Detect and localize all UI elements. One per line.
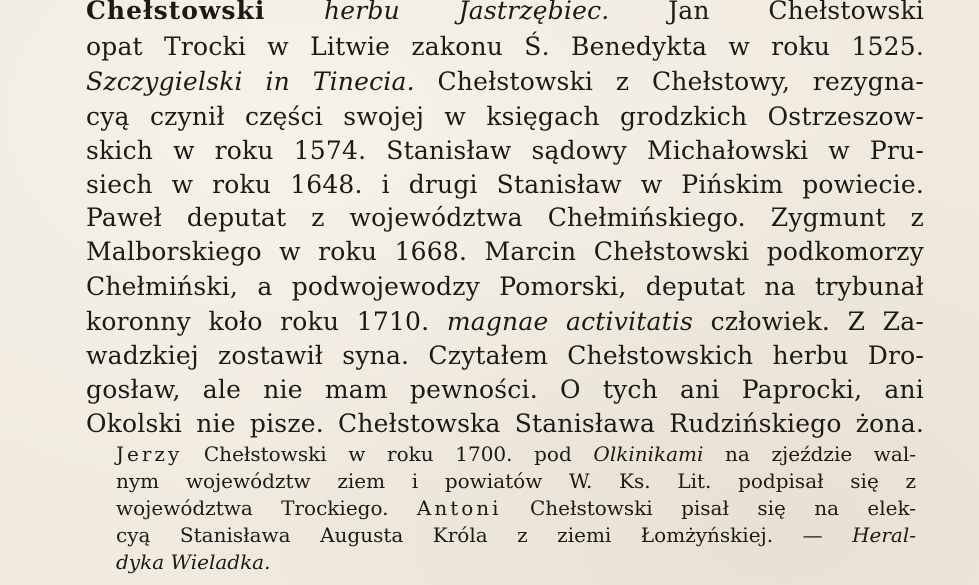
entry-line-7 [86,201,924,235]
entry-line-8-text: Malborskiego w roku 1668. Marcin Chełstowski podkomorzy [86,237,924,266]
entry-line-5 [86,134,924,168]
entry-line-13 [86,407,924,441]
note-line-1-text-c: na zjeździe wal- [703,442,917,466]
note-line-2-text: nym województw ziem i powiatów W. Ks. Lit. podpisał się z [116,469,916,493]
latin-phrase: magnae activitatis [429,307,694,336]
entry-line-3-rest: Chełstowski z Chełstowy, rezygna- [414,67,924,96]
entry-line-9 [86,270,924,304]
entry-line-7-text: Paweł deputat z województwa Chełmińskiego. Zygmunt z [86,203,924,232]
entry-line-6 [86,168,924,202]
entry-line-2 [86,30,924,64]
entry-line-4-text: cyą czynił części swojej w księgach grodzkich Ostrzeszow- [86,102,924,131]
source-reference: Heral- [852,523,916,547]
entry-line-10 [86,305,924,339]
entry-line-3 [86,65,924,99]
entry-line-13-text: Okolski nie pisze. Chełstowska Stanisława Rudzińskiego żona. [86,409,924,438]
coat-of-arms-text: herbu Jastrzębiec. [323,0,610,25]
entry-line-12-text: gosław, ale nie mam pewności. O tych ani Paprocki, ani [86,375,924,404]
entry-line-9-text: Chełmiński, a podwojewodzy Pomorski, deputat na trybunał [86,272,924,301]
note-name-jerzy: Jerzy [116,442,183,466]
entry-line-6-text: siech w roku 1648. i drugi Stanisław w Pińskim powiecie. [86,170,924,199]
entry-heading: Chełstowski [86,0,266,25]
note-line-3-text-a: województwa Trockiego. [116,496,417,520]
source-reference-continued: dyka Wieladka. [116,550,271,574]
entry-line-2-text: opat Trocki w Litwie zakonu Ś. Benedykta w roku 1525. [86,32,924,61]
entry-line-1-rest: Jan Chełstowski [609,0,924,25]
note-line-4-text-a: cyą Stanisława Augusta Króla z ziemi Łomżyńskiej. — [116,523,853,547]
entry-line-12 [86,373,924,407]
note-line-1 [116,441,916,467]
note-name-antoni: Antoni [416,496,502,520]
entry-line-10-text-c: człowiek. Z Za- [693,307,925,336]
entry-line-1 [86,0,924,28]
entry-line-11 [86,339,924,373]
place-name: Olkinikami [593,442,704,466]
note-line-3-text-b: Chełstowski pisał się na elek- [501,496,916,520]
citation-text: Szczygielski in Tinecia. [86,67,415,96]
note-line-4 [116,522,916,548]
entry-line-4 [86,100,924,134]
entry-line-10-text-a: koronny koło roku 1710. [86,307,430,336]
entry-line-5-text: skich w roku 1574. Stanisław sądowy Michałowski w Pru- [86,136,924,165]
entry-line-11-text: wadzkiej zostawił syna. Czytałem Chełstowskich herbu Dro- [86,341,924,370]
note-line-1-text-a: Chełstowski w roku 1700. pod [182,442,594,466]
note-line-3 [116,495,916,521]
entry-line-8 [86,235,924,269]
note-line-2 [116,468,916,494]
note-line-5 [116,549,916,575]
